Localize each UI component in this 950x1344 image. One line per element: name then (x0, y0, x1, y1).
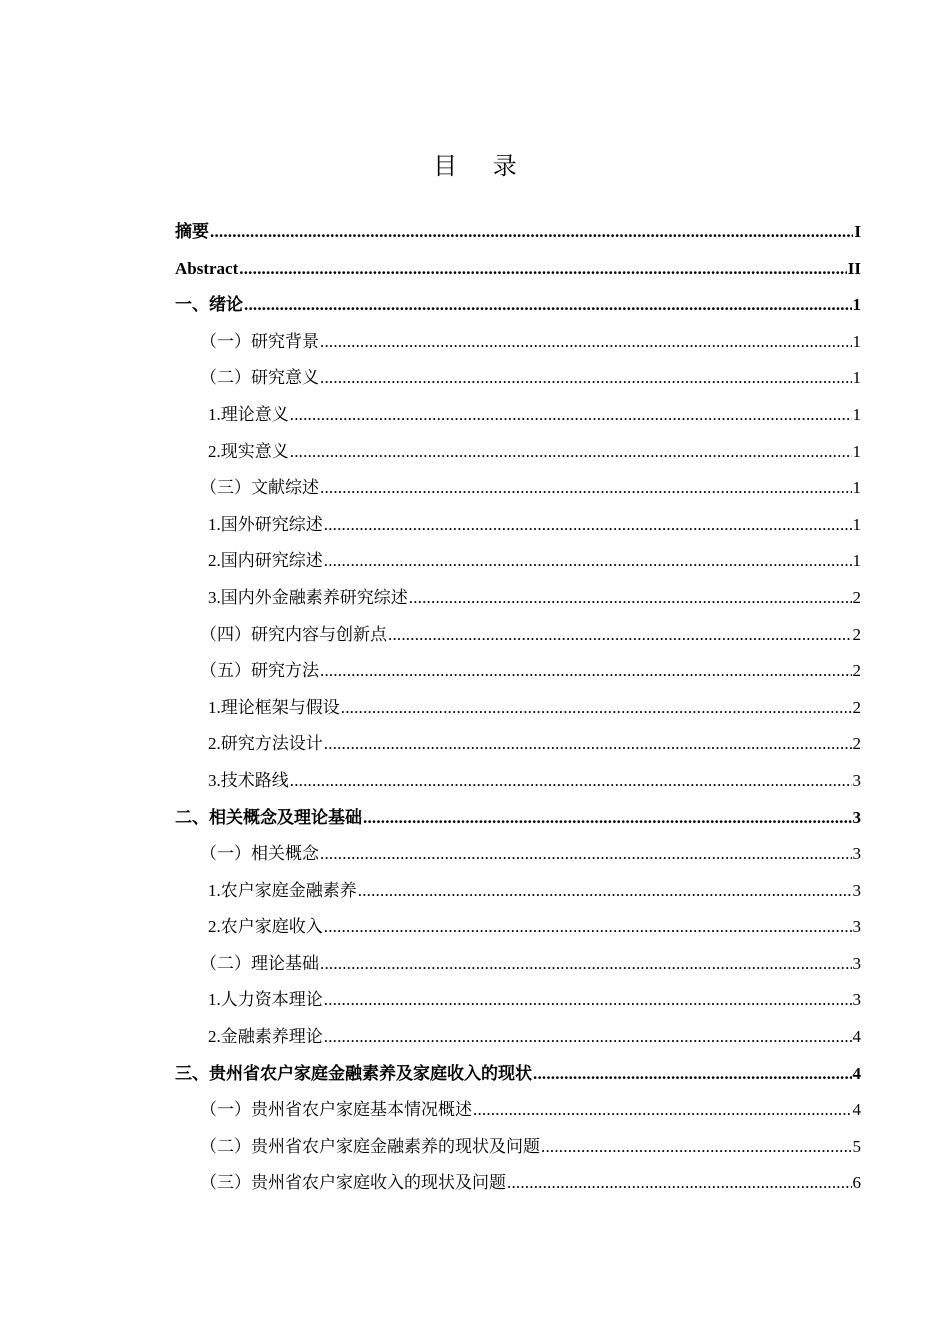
toc-entry-subsection[interactable] (175, 873, 861, 910)
page-title: 目 录 (433, 152, 531, 180)
toc-dot-leader (290, 434, 852, 470)
toc-dot-leader (320, 836, 852, 872)
toc-entry-section[interactable] (175, 836, 861, 873)
toc-entry-label: 1.国外研究综述 (208, 514, 323, 534)
toc-dot-leader (320, 946, 852, 982)
toc-page-number: 2 (852, 661, 861, 681)
toc-dot-leader (507, 1165, 852, 1201)
toc-entry-label: 2.农户家庭收入 (208, 917, 323, 937)
toc-entry-subsection[interactable] (175, 982, 861, 1019)
toc-entry-subsection[interactable] (175, 726, 861, 763)
toc-page-number: 4 (852, 1100, 861, 1120)
toc-entry-subsection[interactable] (175, 690, 861, 727)
toc-page-number: II (847, 258, 861, 278)
toc-entry-label: （三）文献综述 (200, 478, 319, 498)
toc-entry-subsection[interactable] (175, 397, 861, 434)
toc-entry-label: 1.农户家庭金融素养 (208, 880, 357, 900)
toc-dot-leader (324, 909, 852, 945)
toc-page-number: 5 (852, 1136, 861, 1156)
toc-page-number: 2 (852, 697, 861, 717)
toc-dot-leader (541, 1129, 852, 1165)
toc-entry-section[interactable] (175, 470, 861, 507)
toc-entry-section[interactable] (175, 1165, 861, 1202)
toc-page-number: 2 (852, 734, 861, 754)
toc-dot-leader (324, 507, 852, 543)
toc-entry-label: 三、贵州省农户家庭金融素养及家庭收入的现状 (175, 1063, 532, 1083)
toc-entry-chapter-3[interactable] (175, 1056, 861, 1093)
toc-page-number: 1 (852, 514, 861, 534)
toc-entry-chapter-1[interactable] (175, 287, 861, 324)
toc-entry-label: 1.理论意义 (208, 404, 289, 424)
toc-page-number: 1 (852, 331, 861, 351)
toc-entry-label: （二）理论基础 (200, 953, 319, 973)
toc-dot-leader (324, 543, 852, 579)
toc-dot-leader (324, 982, 852, 1018)
toc-dot-leader (320, 324, 852, 360)
toc-entry-label: 2.研究方法设计 (208, 734, 323, 754)
toc-page-number: 1 (852, 295, 861, 315)
toc-page-number: 1 (852, 551, 861, 571)
toc-page-number: 1 (852, 478, 861, 498)
toc-entry-label: （四）研究内容与创新点 (200, 624, 387, 644)
toc-entry-subsection[interactable] (175, 1019, 861, 1056)
toc-entry-label: （一）相关概念 (200, 844, 319, 864)
toc-entry-label: （二）贵州省农户家庭金融素养的现状及问题 (200, 1136, 540, 1156)
toc-page-number: 2 (852, 587, 861, 607)
toc-dot-leader (324, 1019, 852, 1055)
toc-dot-leader (533, 1056, 852, 1092)
toc-entry-label: （一）贵州省农户家庭基本情况概述 (200, 1100, 472, 1120)
toc-dot-leader (341, 690, 852, 726)
toc-entry-section[interactable] (175, 360, 861, 397)
toc-entry-subsection[interactable] (175, 763, 861, 800)
toc-entry-subsection[interactable] (175, 507, 861, 544)
toc-entry-abstract-cn[interactable] (175, 214, 861, 251)
toc-page-number: I (854, 222, 861, 241)
toc-entry-section[interactable] (175, 324, 861, 361)
toc-dot-leader (210, 214, 853, 250)
toc-entry-section[interactable] (175, 653, 861, 690)
toc-entry-label: （三）贵州省农户家庭收入的现状及问题 (200, 1173, 506, 1193)
toc-page-number: 3 (852, 770, 861, 790)
toc-entry-label: 2.国内研究综述 (208, 551, 323, 571)
toc-dot-leader (358, 873, 852, 909)
toc-page-number: 3 (852, 953, 861, 973)
toc-entry-label: 3.国内外金融素养研究综述 (208, 587, 408, 607)
toc-dot-leader (290, 763, 852, 799)
toc-entry-label: 二、相关概念及理论基础 (175, 807, 362, 827)
toc-dot-leader (409, 580, 852, 616)
toc-dot-leader (320, 470, 852, 506)
toc-dot-leader (244, 287, 852, 323)
toc-entry-label: 一、绪论 (175, 295, 243, 315)
toc-page-number: 1 (852, 368, 861, 388)
toc-entry-label: Abstract (175, 258, 239, 278)
toc-dot-leader (290, 397, 852, 433)
toc-entry-subsection[interactable] (175, 580, 861, 617)
toc-entry-abstract-en[interactable] (175, 251, 861, 288)
toc-page-number: 3 (852, 880, 861, 900)
toc-dot-leader (239, 251, 847, 287)
toc-entry-chapter-2[interactable] (175, 800, 861, 837)
toc-dot-leader (363, 800, 852, 836)
toc-dot-leader (320, 653, 852, 689)
toc-page-number: 4 (852, 1027, 861, 1047)
toc-page-number: 2 (852, 624, 861, 644)
toc-page-number: 4 (852, 1063, 861, 1083)
toc-page-number: 1 (852, 441, 861, 461)
toc-entry-section[interactable] (175, 617, 861, 654)
toc-entry-label: 3.技术路线 (208, 770, 289, 790)
table-of-contents (175, 214, 861, 1202)
toc-entry-subsection[interactable] (175, 543, 861, 580)
toc-entry-label: （二）研究意义 (200, 368, 319, 388)
toc-entry-section[interactable] (175, 1092, 861, 1129)
toc-dot-leader (473, 1092, 852, 1128)
toc-entry-subsection[interactable] (175, 909, 861, 946)
toc-page-number: 1 (852, 404, 861, 424)
toc-dot-leader (320, 360, 852, 396)
toc-dot-leader (388, 617, 852, 653)
toc-entry-label: （一）研究背景 (200, 331, 319, 351)
toc-entry-label: 2.现实意义 (208, 441, 289, 461)
toc-entry-label: 1.人力资本理论 (208, 990, 323, 1010)
toc-entry-section[interactable] (175, 1129, 861, 1166)
toc-entry-subsection[interactable] (175, 434, 861, 471)
toc-page-number: 3 (852, 844, 861, 864)
toc-page-number: 3 (852, 990, 861, 1010)
toc-entry-label: （五）研究方法 (200, 661, 319, 681)
toc-entry-label: 摘要 (175, 222, 209, 241)
toc-entry-label: 2.金融素养理论 (208, 1027, 323, 1047)
toc-entry-label: 1.理论框架与假设 (208, 697, 340, 717)
toc-entry-section[interactable] (175, 946, 861, 983)
toc-page-number: 6 (852, 1173, 861, 1193)
toc-page-number: 3 (852, 917, 861, 937)
toc-dot-leader (324, 726, 852, 762)
toc-page-number: 3 (852, 807, 861, 827)
